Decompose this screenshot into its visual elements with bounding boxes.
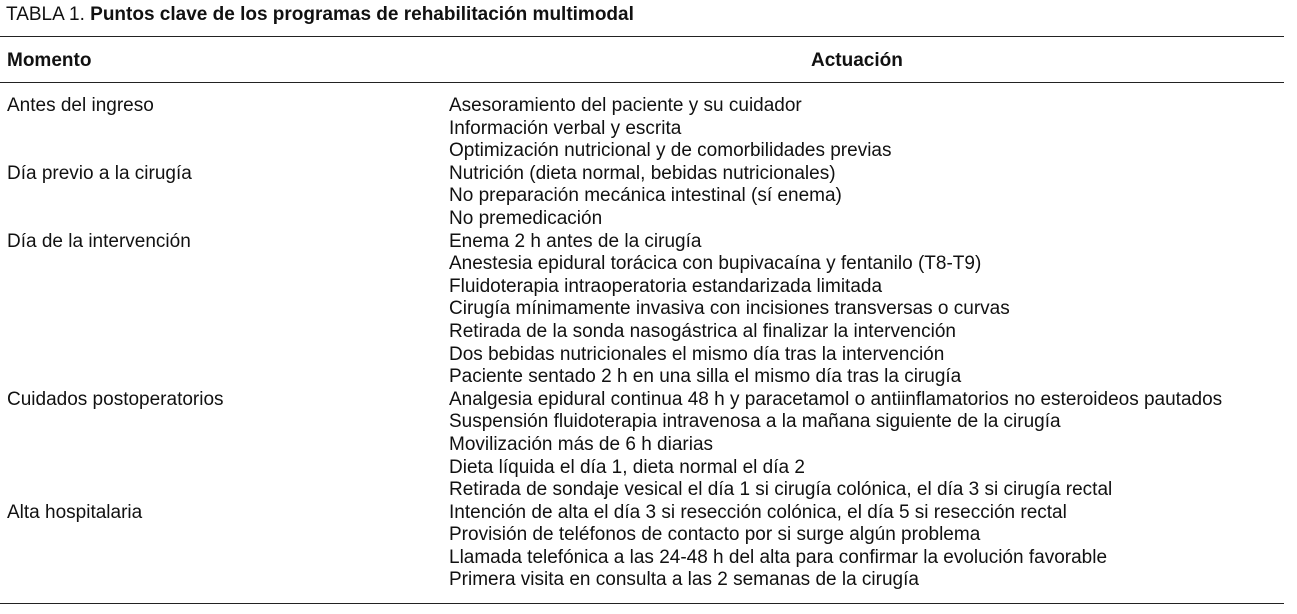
moment-cell: Antes del ingreso: [7, 95, 154, 116]
action-item: Dieta líquida el día 1, dieta normal el día 2: [449, 456, 805, 478]
action-item: Intención de alta el día 3 si resección colónica, el día 5 si resección rectal: [449, 501, 1067, 523]
column-header-actuacion: Actuación: [811, 50, 903, 71]
table-row: [0, 502, 1297, 592]
moment-cell: Día previo a la cirugía: [7, 162, 192, 184]
top-rule: [0, 36, 1284, 37]
moment-cell: Alta hospitalaria: [7, 501, 143, 523]
action-item: Información verbal y escrita: [449, 117, 682, 139]
action-item: Retirada de sondaje vesical el día 1 si cirugía colónica, el día 3 si cirugía rectal: [449, 479, 1113, 501]
actions-cell: [449, 95, 1297, 163]
table-title: Puntos clave de los programas de rehabilitación multimodal: [90, 4, 634, 25]
action-item: Retirada de la sonda nasogástrica al finalizar la intervención: [449, 320, 956, 342]
actions-cell: [449, 163, 1297, 231]
action-item: Anestesia epidural torácica con bupivacaína y fentanilo (T8-T9): [449, 253, 982, 275]
action-item: Primera visita en consulta a las 2 semanas de la cirugía: [449, 569, 919, 591]
action-item: Enema 2 h antes de la cirugía: [449, 230, 702, 252]
table-row: [0, 163, 1297, 231]
action-item: Provisión de teléfonos de contacto por si surge algún problema: [449, 524, 981, 546]
action-item: Asesoramiento del paciente y su cuidador: [449, 95, 802, 116]
moment-cell: Día de la intervención: [7, 230, 191, 252]
moment-cell: Cuidados postoperatorios: [7, 388, 224, 410]
actions-cell: [449, 502, 1297, 592]
action-item: No preparación mecánica intestinal (sí enema): [449, 185, 842, 207]
action-item: Fluidoterapia intraoperatoria estandarizada limitada: [449, 275, 883, 297]
action-item: Nutrición (dieta normal, bebidas nutricionales): [449, 162, 836, 184]
action-item: No premedicación: [449, 207, 603, 229]
action-item: Paciente sentado 2 h en una silla el mismo día tras la cirugía: [449, 366, 962, 388]
table-number: TABLA 1.: [6, 4, 85, 25]
action-item: Movilización más de 6 h diarias: [449, 433, 714, 455]
table-row: [0, 231, 1297, 389]
action-item: Dos bebidas nutricionales el mismo día tras la intervención: [449, 343, 945, 365]
action-item: Optimización nutricional y de comorbilidades previas: [449, 140, 892, 162]
action-item: Cirugía mínimamente invasiva con incisiones transversas o curvas: [449, 298, 1010, 320]
table-row: [0, 95, 1297, 163]
actions-cell: [449, 389, 1297, 502]
table-caption: [6, 3, 634, 27]
bottom-rule: [0, 603, 1284, 604]
header-rule: [0, 82, 1284, 83]
table-row: [0, 389, 1297, 502]
table-body: [0, 95, 1297, 592]
action-item: Suspensión fluidoterapia intravenosa a la mañana siguiente de la cirugía: [449, 411, 1061, 433]
column-header-momento: Momento: [7, 50, 92, 71]
action-item: Llamada telefónica a las 24-48 h del alta para confirmar la evolución favorable: [449, 546, 1108, 568]
action-item: Analgesia epidural continua 48 h y paracetamol o antiinflamatorios no esteroideos pautados: [449, 388, 1223, 410]
actions-cell: [449, 231, 1297, 389]
